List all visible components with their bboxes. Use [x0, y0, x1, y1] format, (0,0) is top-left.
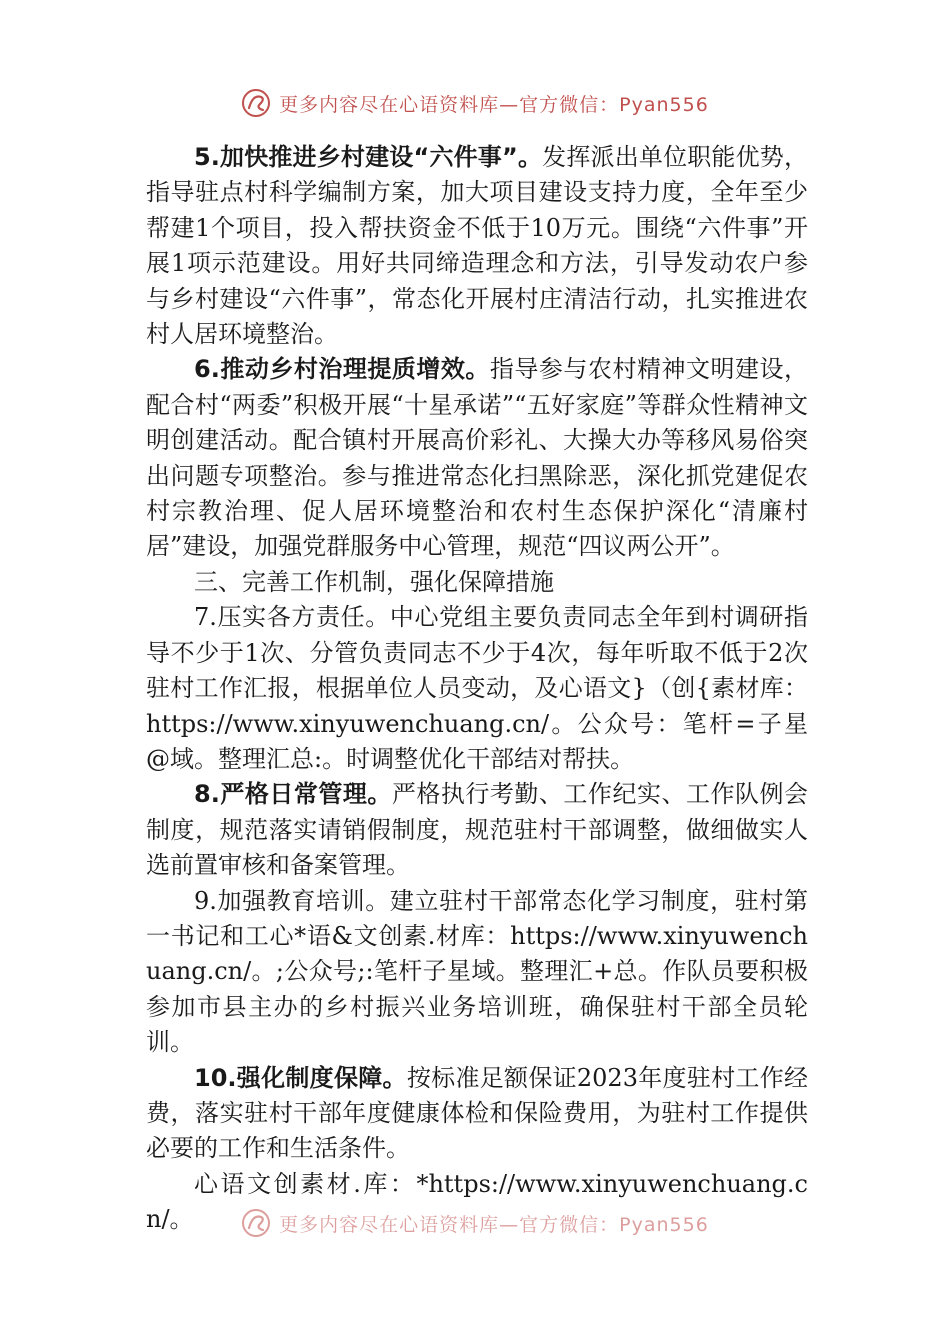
paragraph-9: 9.加强教育培训。建立驻村干部常态化学习制度，驻村第一书记和工心*语&文创素.材库：https://www.xinyuwenchuang.cn/。;公众号;:笔杆子星域。整理汇+总。作队员要积极参加市县主办的乡村振兴业务培训班，确保驻村干部全员轮训。	[146, 886, 808, 1057]
paragraph-6-lead: 6.推动乡村治理提质增效。	[194, 355, 490, 384]
paragraph-7: 7.压实各方责任。中心党组主要负责同志全年到村调研指导不少于1次、分管负责同志不少于4次，每年听取不低于2次驻村工作汇报，根据单位人员变动，及心语文}（创{素材库：https://www.xinyuwenchuang.cn/。公众号：笔杆=子星@域。整理汇总:。时调整优化干部结对帮扶。	[146, 603, 808, 773]
paragraph-6	[146, 352, 808, 564]
paragraph-5	[146, 140, 808, 352]
document-body	[146, 140, 808, 1238]
paragraph-6-body: 指导参与农村精神文明建设，配合村“两委”积极开展“十星承诺”“五好家庭”等群众性精神文明创建活动。配合镇村开展高价彩礼、大操大办等移风易俗突出问题专项整治。参与推进常态化扫黑除恶，深化抓党建促农村宗教治理、促人居环境整治和农村生态保护深化“清廉村居”建设，加强党群服务中心管理，规范“四议两公开”。	[146, 355, 808, 561]
paragraph-5-body: 发挥派出单位职能优势，指导驻点村科学编制方案，加大项目建设支持力度，全年至少帮建1个项目，投入帮扶资金不低于10万元。围绕“六件事”开展1项示范建设。用好共同缔造理念和方法，引导发动农户参与乡村建设“六件事”，常态化开展村庄清洁行动，扎实推进农村人居环境整治。	[146, 143, 808, 349]
header-watermark	[0, 86, 950, 120]
brand-logo-icon	[241, 88, 271, 118]
brand-logo-icon	[241, 1208, 271, 1238]
paragraph-10-lead: 10.强化制度保障。	[194, 1063, 407, 1092]
header-watermark-text: 更多内容尽在心语资料库—官方微信：Pyan556	[279, 93, 709, 116]
paragraph-5-lead: 5.加快推进乡村建设“六件事”。	[194, 143, 543, 171]
paragraph-8	[146, 777, 808, 883]
paragraph-10-body: 按标准足额保证2023年度驻村工作经费，落实驻村干部年度健康体检和保险费用，为驻村工作提供必要的工作和生活条件。	[146, 1063, 809, 1163]
closing-line: 心语文创素材.库：*https://www.xinyuwenchuang.cn/。	[146, 1169, 808, 1234]
section-3-heading: 三、完善工作机制，强化保障措施	[194, 567, 554, 596]
paragraph-10	[146, 1061, 808, 1167]
footer-watermark	[0, 1206, 950, 1240]
paragraph-8-body: 严格执行考勤、工作纪实、工作队例会制度，规范落实请销假制度，规范驻村干部调整，做细做实人选前置审核和备案管理。	[146, 780, 808, 880]
footer-watermark-text: 更多内容尽在心语资料库—官方微信：Pyan556	[279, 1213, 709, 1236]
paragraph-8-lead: 8.严格日常管理。	[194, 780, 392, 809]
